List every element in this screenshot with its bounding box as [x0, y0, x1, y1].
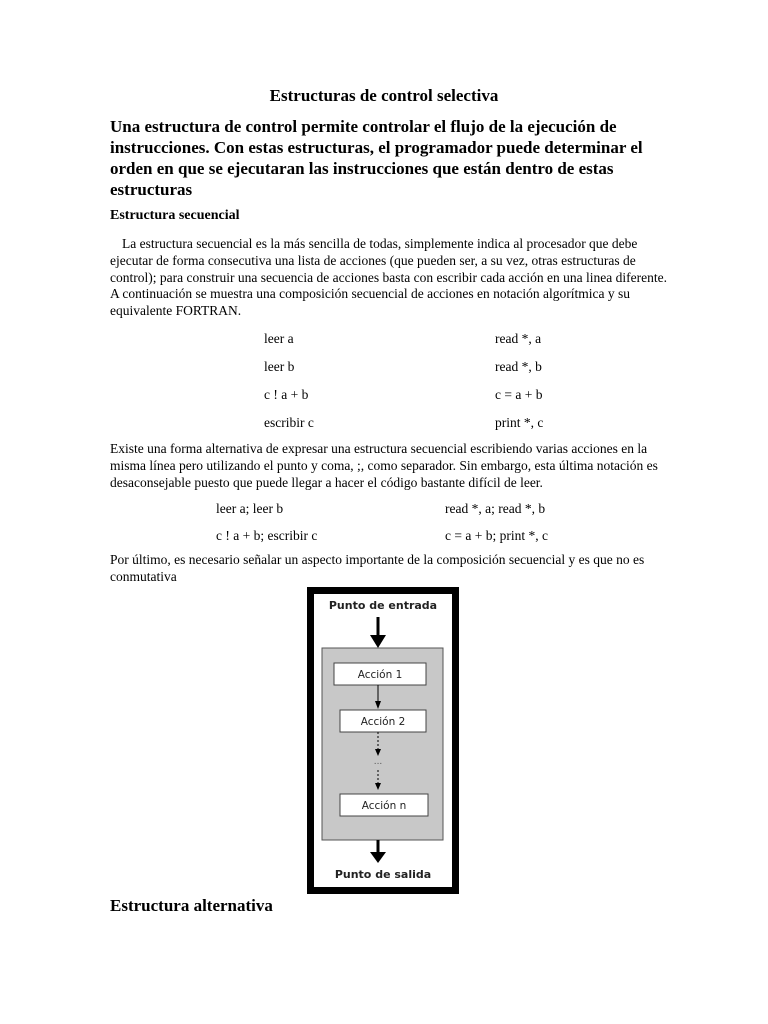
code-alg-3: c ! a + b — [264, 387, 309, 402]
paragraph-sequential-description — [110, 236, 670, 320]
exit-label: Punto de salida — [334, 868, 432, 881]
intro-paragraph: Una estructura de control permite controlar el flujo de la ejecución de instrucciones. Con estas estructuras, el programador puede determinar el orden en que se ejecutaran las instrucciones que están dentro de estas estructuras — [110, 117, 643, 199]
code-fortran-1: read *, a — [495, 331, 542, 346]
code-fortran-2: read *, b — [495, 359, 542, 374]
sequential-flow-diagram — [307, 587, 459, 894]
action-label-1: Acción 1 — [357, 669, 403, 681]
inline-fortran-1: read *, a; read *, b — [445, 501, 546, 516]
code-alg-1: leer a — [264, 331, 294, 346]
code-fortran-4: print *, c — [495, 415, 544, 430]
entry-label: Punto de entrada — [328, 599, 438, 612]
paragraph-sequential-text: La estructura secuencial es la más sencilla de todas, simplemente indica al procesador que debe ejecutar de forma consecutiva una lista de acciones (que pueden ser, a su vez, otras estructuras de control); para construir una secuencia de acciones basta con escribir cada acción en una linea diferente. A continuación se muestra una composición secuencial de acciones en notación algorítmica y su equivalente FORTRAN. — [110, 236, 667, 319]
inline-alg-1: leer a; leer b — [216, 501, 284, 516]
paragraph-commutativity: Por último, es necesario señalar un aspecto importante de la composición secuencial y es que no es conmutativa — [110, 552, 645, 584]
ellipsis: ... — [373, 757, 383, 767]
code-fortran-3: c = a + b — [495, 387, 543, 402]
inline-fortran-2: c = a + b; print *, c — [445, 528, 548, 543]
code-alg-4: escribir c — [264, 415, 314, 430]
inline-alg-2: c ! a + b; escribir c — [216, 528, 318, 543]
action-label-n: Acción n — [361, 800, 407, 812]
heading-sequential: Estructura secuencial — [110, 208, 240, 223]
code-alg-2: leer b — [264, 359, 295, 374]
heading-alternative: Estructura alternativa — [110, 896, 273, 915]
action-label-2: Acción 2 — [360, 716, 406, 728]
paragraph-alternative-notation: Existe una forma alternativa de expresar una estructura secuencial escribiendo varias acciones en la misma línea pero utilizando el punto y coma, ;, como separador. Sin embargo, esta última notación es desaconsejable puesto que puede llegar a hacer el código bastante difícil de leer. — [110, 441, 658, 490]
document-title: Estructuras de control selectiva — [269, 86, 499, 105]
